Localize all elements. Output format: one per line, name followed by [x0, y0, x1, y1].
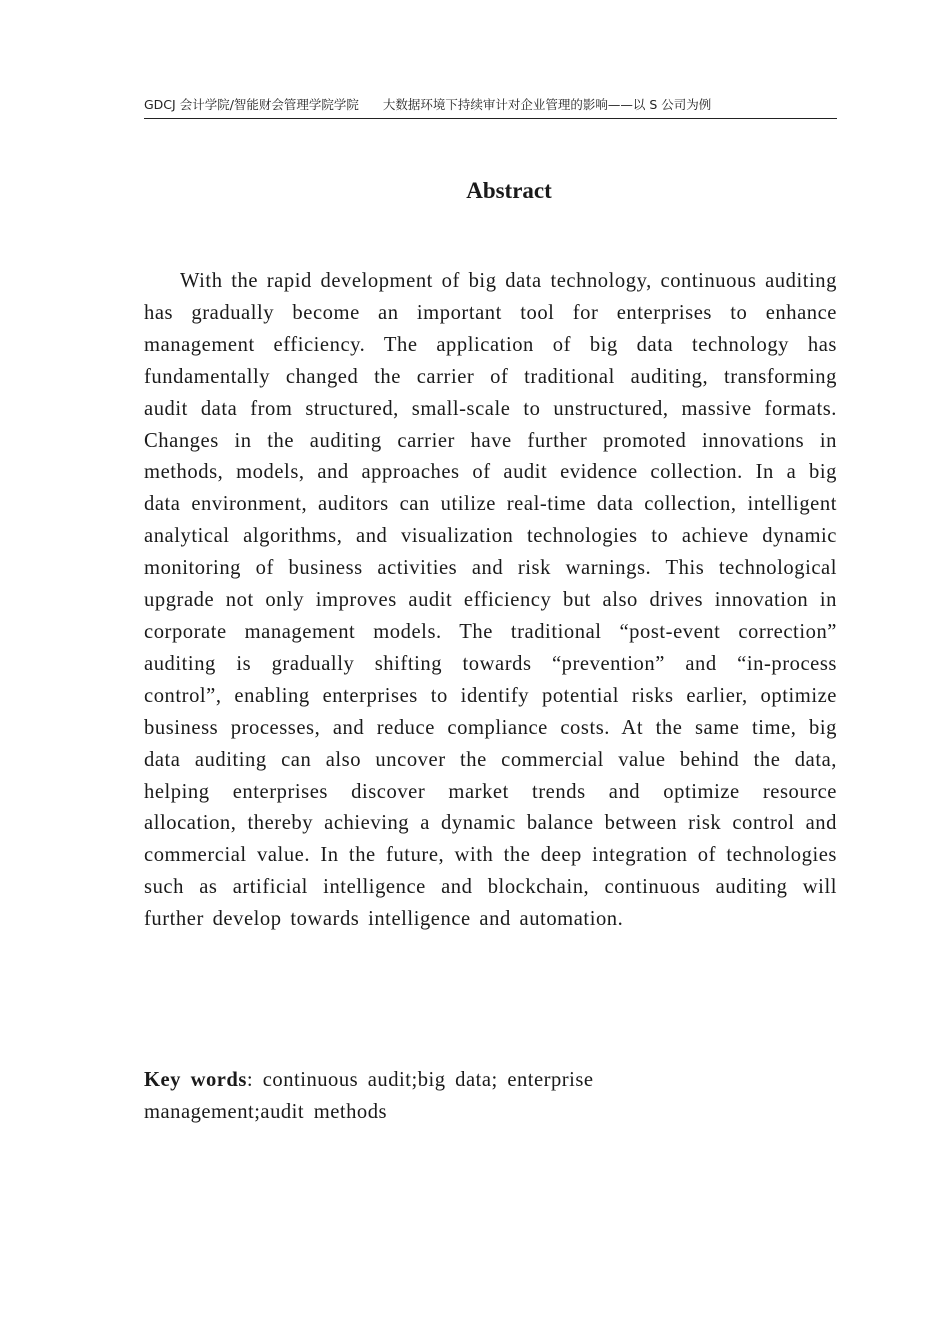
abstract-body: With the rapid development of big data technology, continuous auditing has gradually become an important tool for enterprises to enhance management efficiency. The application of big data technology has fundamentally changed the carrier of traditional auditing, transforming audit data from structured, small-scale to unstructured, massive formats. Changes in the auditing carrier have further promoted innovations in methods, models, and approaches of audit evidence collection. In a big data environment, auditors can utilize real-time data collection, intelligent analytical algorithms, and visualization technologies to achieve dynamic monitoring of business activities and risk warnings. This technological upgrade not only improves audit efficiency but also drives innovation in corporate management models. The traditional “post-event correction” auditing is gradually shifting towards “prevention” and “in-process control”, enabling enterprises to identify potential risks earlier, optimize business processes, and reduce compliance costs. At the same time, big data auditing can also uncover the commercial value behind the data, helping enterprises discover market trends and optimize resource allocation, thereby achieving a dynamic balance between risk control and commercial value. In the future, with the deep integration of technologies such as artificial intelligence and blockchain, continuous auditing will further develop towards intelligence and automation. — [144, 270, 837, 931]
abstract-title: Abstract — [466, 178, 552, 203]
keywords-value: continuous audit;big data; enterprise management;audit methods — [144, 1069, 594, 1123]
page-header — [144, 96, 837, 119]
keywords-label: Key words — [144, 1069, 247, 1091]
header-thesis-title: 大数据环境下持续审计对企业管理的影响——以 S 公司为例 — [382, 97, 712, 112]
header-school-name: GDCJ 会计学院/智能财会管理学院学院 — [144, 97, 359, 112]
keywords-section — [144, 1064, 684, 1128]
keywords-separator: : — [246, 1069, 263, 1091]
